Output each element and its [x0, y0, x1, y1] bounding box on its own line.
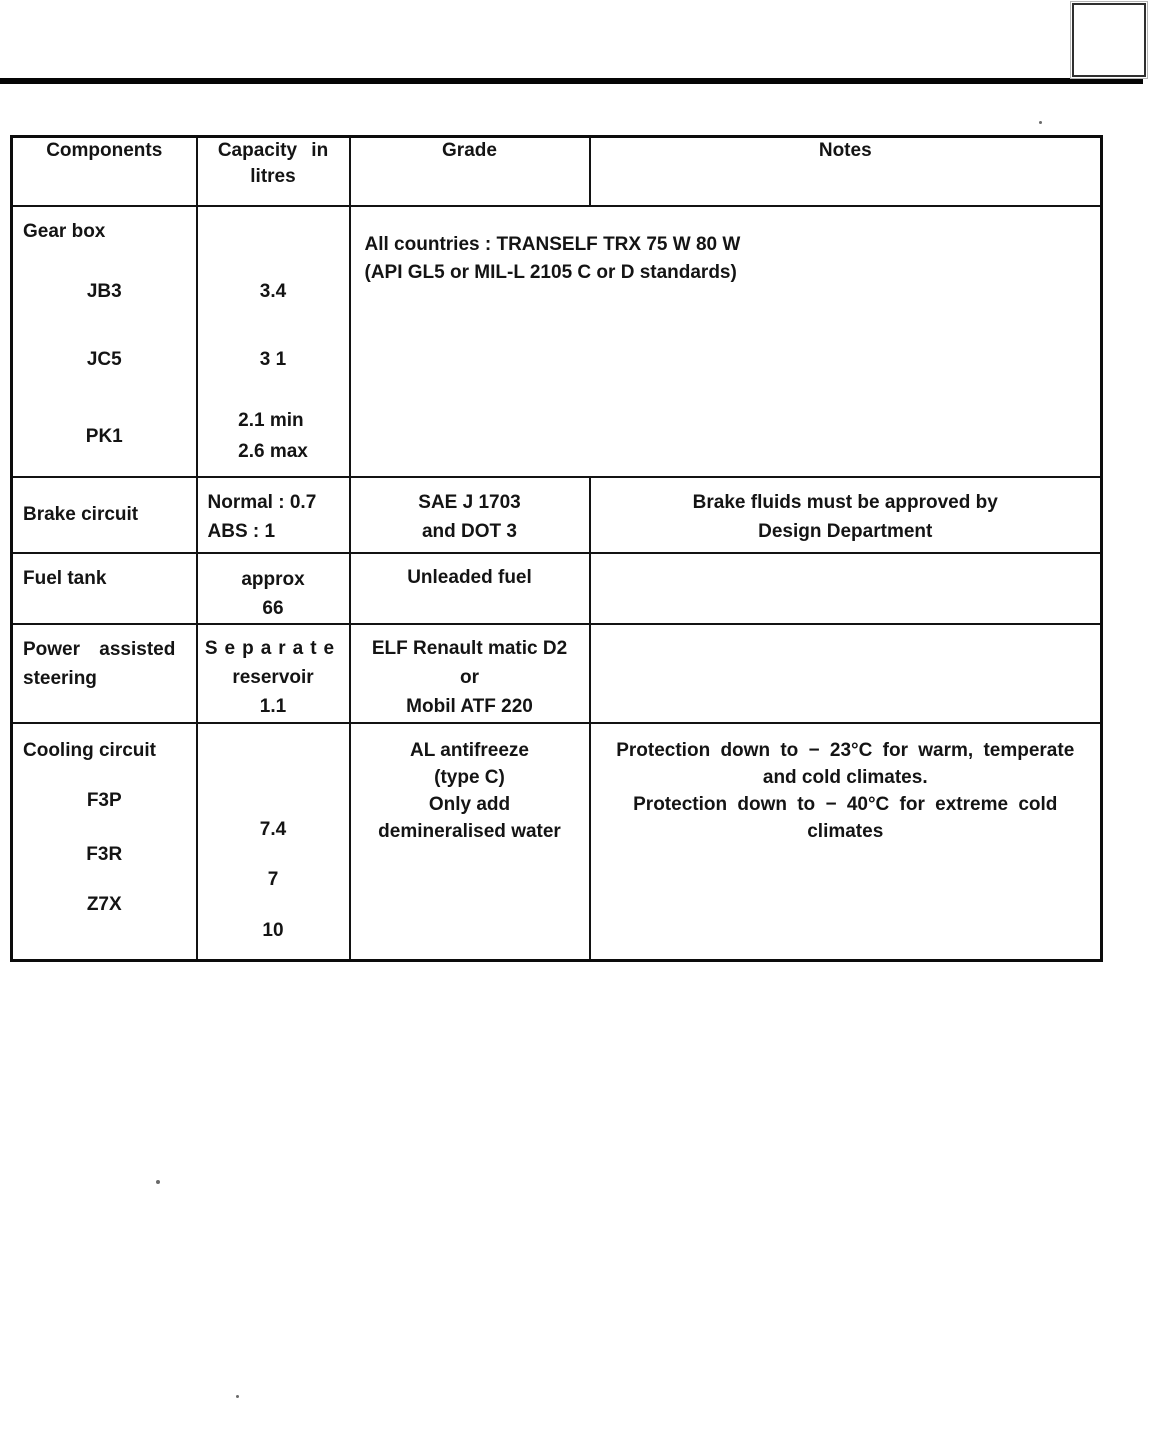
gearbox-grade-line2: (API GL5 or MIL-L 2105 C or D standards): [364, 261, 737, 283]
cooling-variant-z7x: Z7X: [86, 893, 122, 915]
brake-grade-line1: SAE J 1703: [418, 491, 521, 513]
scan-speck: [236, 1395, 239, 1398]
scan-speck: [1039, 121, 1042, 124]
gearbox-variant-jb3: JB3: [86, 280, 122, 302]
header-components: [12, 137, 197, 206]
gearbox-variant-pk1: PK1: [85, 425, 123, 447]
steering-grade-line3: Mobil ATF 220: [406, 695, 533, 717]
row-cooling-circuit: [12, 723, 1102, 961]
header-notes: [590, 137, 1102, 206]
cooling-variant-f3r: F3R: [86, 843, 123, 865]
header-capacity-line2: litres: [250, 166, 296, 187]
cooling-grade-cell: [350, 723, 590, 961]
cooling-name: Cooling circuit: [23, 739, 156, 761]
cooling-grade-line1: AL antifreeze: [410, 739, 529, 761]
page-corner-box: [1072, 3, 1146, 77]
row-fuel-tank: [12, 553, 1102, 624]
header-capacity-line1: Capacity in: [217, 140, 329, 161]
brake-grade-line2: and DOT 3: [421, 520, 517, 542]
fuel-notes-cell: [590, 553, 1102, 624]
brake-grade-cell: [350, 477, 590, 553]
steering-notes-cell: [590, 624, 1102, 723]
gearbox-capacity-pk1: [198, 405, 349, 467]
row-power-steering: [12, 624, 1102, 723]
row-gearbox: [12, 206, 1102, 477]
scan-speck: [156, 1180, 160, 1184]
cooling-notes-line2: and cold climates.: [762, 766, 928, 788]
fuel-grade: Unleaded fuel: [407, 566, 532, 588]
brake-name: Brake circuit: [23, 503, 139, 525]
brake-capacity-cell: [197, 477, 350, 553]
cooling-components-cell: [12, 723, 197, 961]
cooling-notes-line1: Protection down to − 23°C for warm, temperate: [616, 739, 1075, 761]
steering-capacity-line2: reservoir: [232, 666, 314, 688]
top-horizontal-rule: [0, 78, 1143, 84]
cooling-capacity-f3p: 7.4: [259, 818, 287, 840]
fuel-capacity-cell: [197, 553, 350, 624]
steering-capacity-line1: Separate: [204, 637, 342, 659]
brake-notes-line1: Brake fluids must be approved by: [692, 491, 998, 513]
header-notes-label: Notes: [818, 140, 872, 161]
gearbox-components-cell: [12, 206, 197, 477]
header-grade: [350, 137, 590, 206]
gearbox-grade-line1: All countries : TRANSELF TRX 75 W 80 W: [364, 233, 741, 255]
brake-notes-line2: Design Department: [758, 520, 933, 542]
fuel-grade-cell: [350, 553, 590, 624]
fuel-capacity-line1: approx: [241, 568, 305, 590]
table-header-row: [12, 137, 1102, 206]
cooling-notes-cell: [590, 723, 1102, 961]
cooling-capacity-cell: [197, 723, 350, 961]
gearbox-name: Gear box: [23, 220, 106, 242]
fuel-name: Fuel tank: [23, 567, 107, 589]
gearbox-grade-notes-cell: [350, 206, 1102, 477]
steering-capacity-cell: [197, 624, 350, 723]
header-capacity: [197, 137, 350, 206]
cooling-grade-line2: (type C): [434, 766, 505, 788]
fluid-capacity-table: [10, 135, 1103, 962]
header-components-label: Components: [46, 140, 163, 161]
gearbox-capacity-jc5: 3 1: [259, 348, 287, 370]
cooling-variant-f3p: F3P: [86, 789, 122, 811]
brake-components-cell: [12, 477, 197, 553]
steering-capacity-line3: 1.1: [259, 695, 287, 717]
steering-name-line2: steering: [23, 667, 97, 689]
gearbox-variant-jc5: JC5: [86, 348, 122, 370]
brake-capacity-line1: Normal : 0.7: [207, 491, 317, 513]
cooling-capacity-z7x: 10: [262, 919, 284, 941]
cooling-grade-line3: Only add: [428, 793, 511, 815]
steering-grade-line1: ELF Renault matic D2: [371, 637, 568, 659]
gearbox-capacity-jb3: 3.4: [259, 280, 287, 302]
steering-components-cell: [12, 624, 197, 723]
gearbox-capacity-pk1-min: 2.1 min: [238, 409, 304, 431]
cooling-capacity-f3r: 7: [267, 868, 279, 890]
gearbox-capacity-cell: [197, 206, 350, 477]
cooling-notes-line3: Protection down to − 40°C for extreme cold: [633, 793, 1058, 815]
steering-grade-line2: or: [460, 666, 479, 688]
cooling-grade-line4: demineralised water: [378, 820, 561, 842]
header-grade-label: Grade: [442, 140, 497, 161]
cooling-notes-line4: climates: [807, 820, 884, 842]
fuel-components-cell: [12, 553, 197, 624]
brake-capacity-line2: ABS : 1: [207, 520, 276, 542]
row-brake-circuit: [12, 477, 1102, 553]
fuel-capacity-line2: 66: [262, 597, 284, 619]
brake-notes-cell: [590, 477, 1102, 553]
steering-name-line1: Power assisted: [23, 638, 176, 660]
steering-grade-cell: [350, 624, 590, 723]
gearbox-capacity-pk1-max: 2.6 max: [238, 440, 308, 462]
